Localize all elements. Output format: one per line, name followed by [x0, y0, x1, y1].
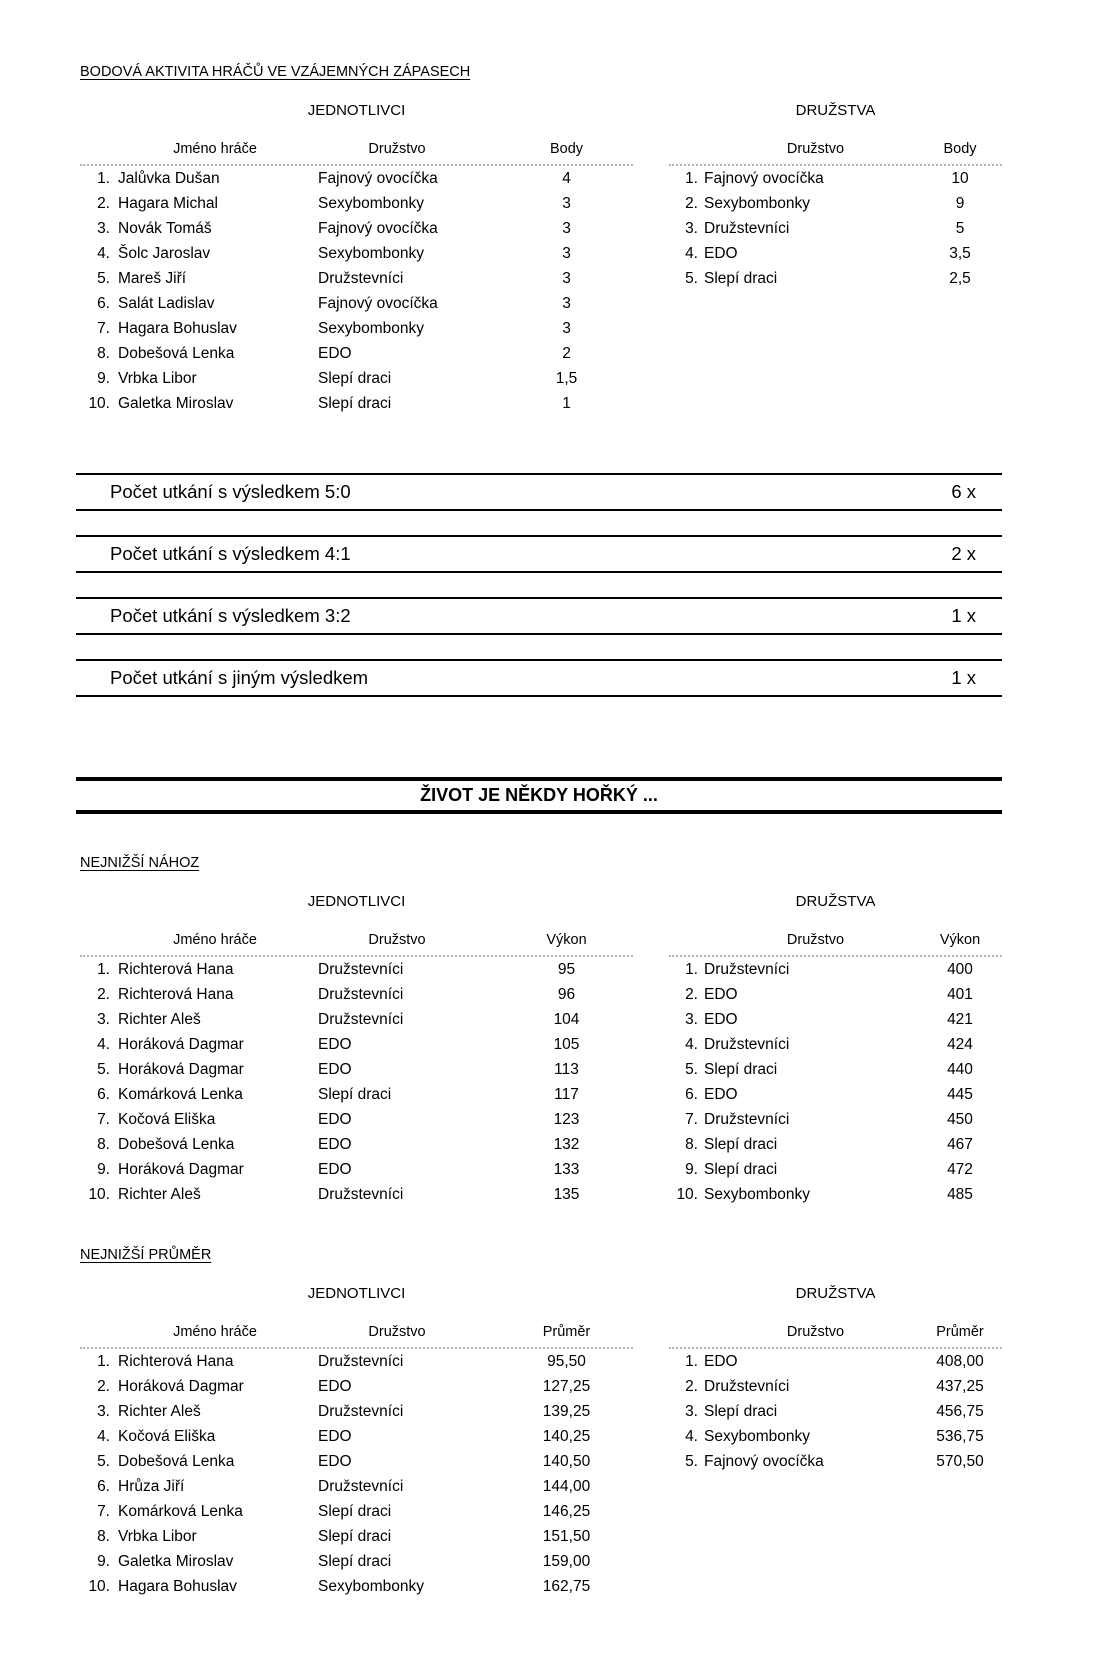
- team-name: EDO: [318, 344, 352, 362]
- team-name: Slepí draci: [704, 1402, 778, 1420]
- table-row: [669, 1107, 1002, 1132]
- col-header-team: Družstvo: [368, 141, 426, 157]
- col-header-average: Průměr: [936, 1324, 984, 1340]
- team-name: Fajnový ovocíčka: [704, 1452, 824, 1470]
- performance-value: 113: [554, 1060, 579, 1078]
- team-name: Slepí draci: [318, 1527, 392, 1545]
- player-name: Horáková Dagmar: [118, 1035, 244, 1053]
- performance-value: 135: [553, 1185, 580, 1203]
- match-count-list: [80, 473, 1002, 697]
- teams-table: [669, 166, 1002, 291]
- table-row: [669, 1157, 1002, 1182]
- average-value: 139,25: [542, 1402, 591, 1420]
- average-value: 536,75: [936, 1427, 984, 1445]
- col-header-player-name: Jméno hráče: [173, 1324, 257, 1340]
- teams-column: [669, 80, 1002, 291]
- table-row: [669, 1007, 1002, 1032]
- table-row: [669, 1182, 1002, 1207]
- individuals-column: [80, 871, 633, 1207]
- performance-value: 467: [947, 1135, 973, 1153]
- player-name: Richterová Hana: [118, 960, 234, 978]
- table-row: [80, 1374, 633, 1399]
- match-count-row: [76, 659, 1002, 697]
- table-row: [669, 1449, 1002, 1474]
- points-value: 3: [562, 194, 571, 212]
- player-name: Horáková Dagmar: [118, 1160, 244, 1178]
- team-name: EDO: [704, 244, 738, 262]
- rank-number: 3.: [97, 1010, 110, 1028]
- performance-value: 96: [557, 985, 576, 1003]
- teams-heading: DRUŽSTVA: [795, 1285, 876, 1302]
- rank-number: 1.: [97, 960, 110, 978]
- section-lowest-score-title: NEJNIŽŠÍ NÁHOZ: [80, 855, 200, 871]
- player-name: Richter Aleš: [118, 1402, 201, 1420]
- table-row: [80, 341, 633, 366]
- section-lowest-average-title: NEJNIŽŠÍ PRŮMĚR: [80, 1247, 212, 1263]
- individuals-column: [80, 80, 633, 416]
- col-header-team: Družstvo: [368, 1324, 426, 1340]
- team-name: EDO: [704, 1352, 738, 1370]
- player-name: Galetka Miroslav: [118, 394, 234, 412]
- performance-value: 485: [947, 1185, 973, 1203]
- rank-number: 6.: [97, 294, 110, 312]
- player-name: Dobešová Lenka: [118, 1452, 235, 1470]
- col-header-performance: Výkon: [939, 932, 981, 948]
- teams-table-header: [669, 1324, 1002, 1349]
- team-name: EDO: [318, 1135, 352, 1153]
- table-row: [80, 957, 633, 982]
- rank-number: 7.: [97, 319, 110, 337]
- individuals-heading: JEDNOTLIVCI: [307, 102, 406, 119]
- rank-number: 4.: [685, 1035, 698, 1053]
- match-count-row: [76, 597, 1002, 635]
- player-name: Galetka Miroslav: [118, 1552, 234, 1570]
- rank-number: 2.: [97, 985, 110, 1003]
- table-row: [80, 1524, 633, 1549]
- col-header-player-name: Jméno hráče: [173, 932, 257, 948]
- team-name: Fajnový ovocíčka: [318, 219, 438, 237]
- player-name: Richter Aleš: [118, 1185, 201, 1203]
- team-name: Sexybombonky: [318, 194, 424, 212]
- rank-number: 3.: [685, 1010, 698, 1028]
- team-name: Slepí draci: [318, 1502, 392, 1520]
- teams-table: [669, 957, 1002, 1207]
- rank-number: 6.: [97, 1085, 110, 1103]
- team-name: EDO: [318, 1160, 352, 1178]
- table-row: [80, 1424, 633, 1449]
- rank-number: 9.: [97, 1552, 110, 1570]
- section-points-title: BODOVÁ AKTIVITA HRÁČŮ VE VZÁJEMNÝCH ZÁPASECH: [80, 64, 471, 80]
- col-header-team: Družstvo: [368, 932, 426, 948]
- table-row: [80, 1082, 633, 1107]
- match-count-row: [76, 473, 1002, 511]
- rank-number: 8.: [97, 344, 110, 362]
- performance-value: 421: [947, 1010, 973, 1028]
- performance-value: 440: [947, 1060, 973, 1078]
- team-name: EDO: [704, 1010, 738, 1028]
- team-name: Družstevníci: [318, 1010, 404, 1028]
- team-name: Slepí draci: [704, 1135, 778, 1153]
- performance-value: 400: [947, 960, 973, 978]
- table-row: [80, 982, 633, 1007]
- rank-number: 5.: [97, 1060, 110, 1078]
- points-value: 3: [562, 219, 571, 237]
- points-value: 2,5: [949, 269, 971, 287]
- rank-number: 2.: [685, 985, 698, 1003]
- player-name: Jalůvka Dušan: [118, 169, 220, 187]
- individuals-table-header: [80, 1324, 633, 1349]
- match-count-label: Počet utkání s výsledkem 3:2: [110, 605, 351, 626]
- rank-number: 3.: [685, 219, 698, 237]
- team-name: Družstevníci: [318, 1185, 404, 1203]
- team-name: EDO: [318, 1060, 352, 1078]
- rank-number: 10.: [88, 1185, 110, 1203]
- col-header-points: Body: [549, 141, 584, 157]
- table-row: [80, 291, 633, 316]
- player-name: Richterová Hana: [118, 1352, 234, 1370]
- table-row: [669, 1082, 1002, 1107]
- team-name: EDO: [318, 1110, 352, 1128]
- match-count-value: 1 x: [951, 605, 976, 626]
- team-name: Fajnový ovocíčka: [318, 294, 438, 312]
- average-value: 140,25: [542, 1427, 591, 1445]
- team-name: EDO: [704, 1085, 738, 1103]
- table-row: [669, 1424, 1002, 1449]
- team-name: Družstevníci: [318, 1352, 404, 1370]
- table-row: [669, 982, 1002, 1007]
- performance-value: 133: [553, 1160, 580, 1178]
- player-name: Horáková Dagmar: [118, 1060, 244, 1078]
- player-name: Kočová Eliška: [118, 1427, 216, 1445]
- points-value: 10: [951, 169, 969, 187]
- average-value: 144,00: [542, 1477, 591, 1495]
- player-name: Dobešová Lenka: [118, 1135, 235, 1153]
- table-row: [669, 1349, 1002, 1374]
- team-name: Družstevníci: [318, 269, 404, 287]
- col-header-points: Body: [943, 141, 977, 157]
- table-row: [80, 266, 633, 291]
- table-row: [80, 166, 633, 191]
- average-value: 127,25: [542, 1377, 591, 1395]
- team-name: Slepí draci: [318, 1552, 392, 1570]
- banner-text: ŽIVOT JE NĚKDY HOŘKÝ ...: [420, 785, 658, 805]
- individuals-table: [80, 166, 633, 416]
- teams-column: [669, 871, 1002, 1207]
- team-name: Slepí draci: [318, 1085, 392, 1103]
- col-header-team: Družstvo: [786, 141, 845, 157]
- average-value: 456,75: [936, 1402, 984, 1420]
- rank-number: 5.: [97, 1452, 110, 1470]
- rank-number: 1.: [685, 169, 698, 187]
- rank-number: 4.: [685, 244, 698, 262]
- team-name: Družstevníci: [704, 219, 790, 237]
- team-name: Družstevníci: [318, 1402, 404, 1420]
- performance-value: 445: [947, 1085, 973, 1103]
- rank-number: 7.: [685, 1110, 698, 1128]
- player-name: Vrbka Libor: [118, 1527, 197, 1545]
- team-name: Sexybombonky: [318, 244, 424, 262]
- performance-value: 401: [947, 985, 973, 1003]
- team-name: EDO: [318, 1427, 352, 1445]
- table-row: [80, 1474, 633, 1499]
- rank-number: 7.: [97, 1110, 110, 1128]
- table-row: [669, 266, 1002, 291]
- points-value: 3: [562, 294, 571, 312]
- rank-number: 4.: [685, 1427, 698, 1445]
- performance-value: 472: [947, 1160, 973, 1178]
- team-name: Družstevníci: [704, 1035, 790, 1053]
- individuals-table-header: [80, 141, 633, 166]
- individuals-heading: JEDNOTLIVCI: [307, 1285, 406, 1302]
- table-row: [80, 1107, 633, 1132]
- table-row: [80, 1574, 633, 1599]
- rank-number: 3.: [97, 219, 110, 237]
- table-row: [80, 1449, 633, 1474]
- average-value: 570,50: [936, 1452, 984, 1470]
- team-name: Sexybombonky: [704, 1185, 810, 1203]
- average-value: 408,00: [936, 1352, 984, 1370]
- table-row: [80, 1007, 633, 1032]
- table-row: [669, 1032, 1002, 1057]
- player-name: Dobešová Lenka: [118, 344, 235, 362]
- rank-number: 10.: [88, 1577, 110, 1595]
- team-name: Slepí draci: [704, 1160, 778, 1178]
- points-value: 4: [562, 169, 571, 187]
- team-name: EDO: [704, 985, 738, 1003]
- table-row: [80, 1182, 633, 1207]
- rank-number: 2.: [97, 194, 110, 212]
- team-name: Sexybombonky: [704, 1427, 810, 1445]
- points-value: 1: [562, 394, 571, 412]
- teams-table-header: [669, 141, 1002, 166]
- rank-number: 9.: [97, 369, 110, 387]
- rank-number: 4.: [97, 1035, 110, 1053]
- team-name: Sexybombonky: [318, 319, 424, 337]
- teams-table: [669, 1349, 1002, 1474]
- rank-number: 4.: [97, 1427, 110, 1445]
- individuals-table: [80, 1349, 633, 1599]
- player-name: Richter Aleš: [118, 1010, 201, 1028]
- team-name: Družstevníci: [318, 1477, 404, 1495]
- team-name: Sexybombonky: [318, 1577, 424, 1595]
- average-value: 162,75: [542, 1577, 591, 1595]
- team-name: Slepí draci: [704, 1060, 778, 1078]
- player-name: Horáková Dagmar: [118, 1377, 244, 1395]
- individuals-column: [80, 1263, 633, 1599]
- section-points: [80, 65, 1002, 416]
- average-value: 95,50: [547, 1352, 586, 1370]
- section-points-tables: [80, 80, 1002, 416]
- teams-table-header: [669, 932, 1002, 957]
- player-name: Hagara Bohuslav: [118, 1577, 237, 1595]
- team-name: Družstevníci: [704, 1110, 790, 1128]
- points-value: 2: [562, 344, 571, 362]
- table-row: [80, 1399, 633, 1424]
- rank-number: 9.: [685, 1160, 698, 1178]
- team-name: Sexybombonky: [704, 194, 810, 212]
- points-value: 3: [562, 244, 571, 262]
- table-row: [669, 191, 1002, 216]
- team-name: Fajnový ovocíčka: [704, 169, 824, 187]
- rank-number: 2.: [97, 1377, 110, 1395]
- table-row: [669, 1132, 1002, 1157]
- table-row: [80, 241, 633, 266]
- table-row: [669, 1399, 1002, 1424]
- table-row: [80, 1132, 633, 1157]
- rank-number: 10.: [676, 1185, 698, 1203]
- points-value: 3: [562, 319, 571, 337]
- rank-number: 1.: [685, 1352, 698, 1370]
- performance-value: 104: [553, 1010, 580, 1028]
- performance-value: 117: [554, 1085, 579, 1103]
- table-row: [80, 366, 633, 391]
- points-value: 9: [955, 194, 965, 212]
- player-name: Kočová Eliška: [118, 1110, 216, 1128]
- match-count-row: [76, 535, 1002, 573]
- team-name: Družstevníci: [318, 960, 404, 978]
- player-name: Vrbka Libor: [118, 369, 197, 387]
- rank-number: 10.: [88, 394, 110, 412]
- average-value: 140,50: [542, 1452, 591, 1470]
- rank-number: 6.: [685, 1085, 698, 1103]
- table-row: [669, 166, 1002, 191]
- section-lowest-average-tables: [80, 1263, 1002, 1599]
- match-count-value: 6 x: [951, 481, 976, 502]
- col-header-team: Družstvo: [786, 1324, 845, 1340]
- rank-number: 3.: [685, 1402, 698, 1420]
- rank-number: 1.: [685, 960, 698, 978]
- table-row: [80, 191, 633, 216]
- team-name: EDO: [318, 1452, 352, 1470]
- teams-column: [669, 1263, 1002, 1474]
- teams-heading: DRUŽSTVA: [795, 893, 876, 910]
- performance-value: 123: [553, 1110, 580, 1128]
- rank-number: 6.: [97, 1477, 110, 1495]
- points-value: 1,5: [555, 369, 578, 387]
- player-name: Šolc Jaroslav: [118, 244, 211, 262]
- team-name: EDO: [318, 1035, 352, 1053]
- performance-value: 105: [553, 1035, 580, 1053]
- table-row: [80, 391, 633, 416]
- rank-number: 5.: [97, 269, 110, 287]
- rank-number: 1.: [97, 169, 110, 187]
- table-row: [80, 216, 633, 241]
- rank-number: 2.: [685, 1377, 698, 1395]
- rank-number: 5.: [685, 1060, 698, 1078]
- col-header-player-name: Jméno hráče: [173, 141, 257, 157]
- match-count-value: 1 x: [951, 667, 976, 688]
- average-value: 159,00: [542, 1552, 591, 1570]
- table-row: [669, 241, 1002, 266]
- points-value: 3,5: [949, 244, 971, 262]
- player-name: Hagara Bohuslav: [118, 319, 237, 337]
- team-name: Slepí draci: [318, 394, 392, 412]
- match-count-label: Počet utkání s výsledkem 5:0: [110, 481, 351, 502]
- section-lowest-score: [80, 856, 1002, 1207]
- team-name: Družstevníci: [704, 960, 790, 978]
- table-row: [80, 1057, 633, 1082]
- individuals-table-header: [80, 932, 633, 957]
- rank-number: 3.: [97, 1402, 110, 1420]
- table-row: [80, 1549, 633, 1574]
- match-count-label: Počet utkání s výsledkem 4:1: [110, 543, 351, 564]
- table-row: [669, 957, 1002, 982]
- rank-number: 7.: [97, 1502, 110, 1520]
- col-header-average: Průměr: [542, 1324, 591, 1340]
- rank-number: 5.: [685, 269, 698, 287]
- team-name: Slepí draci: [318, 369, 392, 387]
- player-name: Komárková Lenka: [118, 1085, 243, 1103]
- player-name: Novák Tomáš: [118, 219, 212, 237]
- col-header-performance: Výkon: [546, 932, 587, 948]
- table-row: [80, 316, 633, 341]
- rank-number: 4.: [97, 244, 110, 262]
- table-row: [669, 216, 1002, 241]
- performance-value: 450: [947, 1110, 973, 1128]
- table-row: [80, 1157, 633, 1182]
- performance-value: 95: [557, 960, 576, 978]
- performance-value: 132: [553, 1135, 580, 1153]
- average-value: 146,25: [542, 1502, 591, 1520]
- rank-number: 8.: [97, 1527, 110, 1545]
- rank-number: 8.: [685, 1135, 698, 1153]
- average-value: 437,25: [936, 1377, 984, 1395]
- team-name: Družstevníci: [704, 1377, 790, 1395]
- table-row: [80, 1349, 633, 1374]
- rank-number: 8.: [97, 1135, 110, 1153]
- player-name: Hrůza Jiří: [118, 1477, 185, 1495]
- player-name: Komárková Lenka: [118, 1502, 243, 1520]
- section-lowest-score-tables: [80, 871, 1002, 1207]
- player-name: Hagara Michal: [118, 194, 218, 212]
- table-row: [669, 1057, 1002, 1082]
- col-header-team: Družstvo: [786, 932, 845, 948]
- individuals-table: [80, 957, 633, 1207]
- team-name: Slepí draci: [704, 269, 778, 287]
- table-row: [80, 1499, 633, 1524]
- player-name: Salát Ladislav: [118, 294, 215, 312]
- rank-number: 1.: [97, 1352, 110, 1370]
- player-name: Mareš Jiří: [118, 269, 187, 287]
- table-row: [669, 1374, 1002, 1399]
- team-name: Fajnový ovocíčka: [318, 169, 438, 187]
- performance-value: 424: [947, 1035, 973, 1053]
- team-name: EDO: [318, 1377, 352, 1395]
- match-count-label: Počet utkání s jiným výsledkem: [110, 667, 369, 688]
- average-value: 151,50: [542, 1527, 591, 1545]
- rank-number: 5.: [685, 1452, 698, 1470]
- individuals-heading: JEDNOTLIVCI: [307, 893, 406, 910]
- points-value: 5: [955, 219, 965, 237]
- banner: [76, 777, 1002, 814]
- table-row: [80, 1032, 633, 1057]
- rank-number: 9.: [97, 1160, 110, 1178]
- team-name: Družstevníci: [318, 985, 404, 1003]
- teams-heading: DRUŽSTVA: [795, 102, 876, 119]
- match-count-value: 2 x: [951, 543, 976, 564]
- player-name: Richterová Hana: [118, 985, 234, 1003]
- points-value: 3: [562, 269, 571, 287]
- rank-number: 2.: [685, 194, 698, 212]
- section-lowest-average: [80, 1248, 1002, 1599]
